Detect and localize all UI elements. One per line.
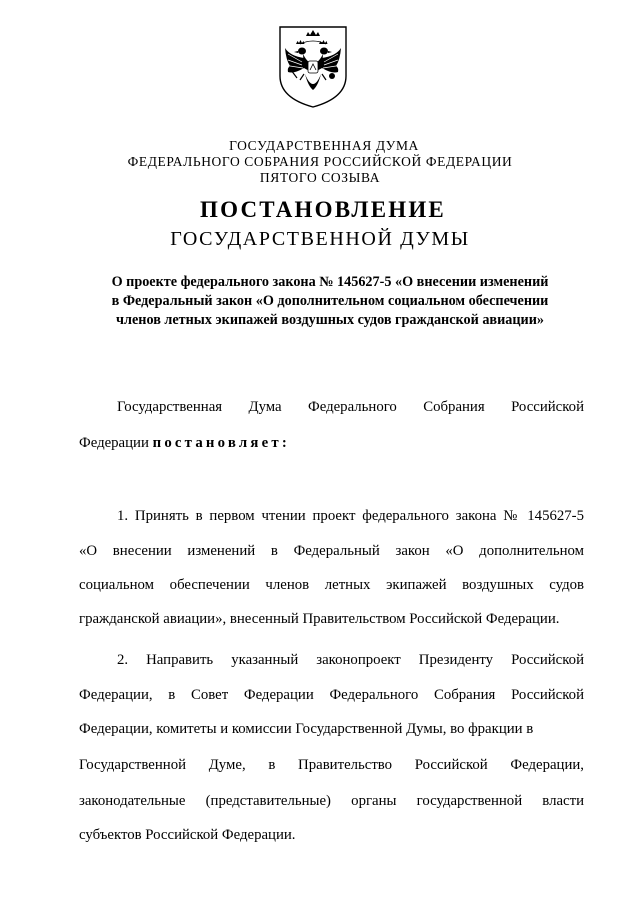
- item1-line-2: «О внесении изменений в Федеральный закон «О дополнительном: [79, 543, 584, 559]
- subject-line-1: О проекте федерального закона № 145627-5 «О внесении изменений: [111, 274, 549, 290]
- preamble-line-1: Государственная Дума Федерального Собрания Российской: [117, 399, 584, 415]
- state-emblem-icon: [276, 24, 350, 110]
- document-subtitle: ГОСУДАРСТВЕННОЙ ДУМЫ: [170, 228, 470, 250]
- resolves-word: постановляет:: [152, 435, 290, 451]
- item2-line-3: Федерации, комитеты и комиссии Государственной Думы, во фракции в: [79, 721, 534, 737]
- item2-line-5: законодательные (представительные) органы государственной власти: [79, 793, 584, 809]
- item2-line-1: 2. Направить указанный законопроект Президенту Российской: [117, 652, 584, 668]
- issuer-line-3: ПЯТОГО СОЗЫВА: [259, 170, 381, 185]
- issuer-header: [0, 138, 640, 186]
- item2-line-6: субъектов Российской Федерации.: [79, 827, 296, 843]
- preamble-line-2: [79, 434, 584, 452]
- item2-line-4: Государственной Думе, в Правительство Российской Федерации,: [79, 757, 584, 773]
- item1-line-3: социальном обеспечении членов летных экипажей воздушных судов: [79, 577, 584, 593]
- item2-line-2: Федерации, в Совет Федерации Федерального Собрания Российской: [79, 687, 584, 703]
- issuer-line-1: ГОСУДАРСТВЕННАЯ ДУМА: [229, 138, 419, 153]
- item1-line-4: гражданской авиации», внесенный Правительством Российской Федерации.: [79, 611, 560, 627]
- preamble-federation-word: Федерации: [79, 435, 153, 451]
- issuer-line-2: ФЕДЕРАЛЬНОГО СОБРАНИЯ РОССИЙСКОЙ ФЕДЕРАЦИИ: [127, 154, 513, 169]
- subject-line-3: членов летных экипажей воздушных судов гражданской авиации»: [116, 312, 544, 328]
- subject-line-2: в Федеральный закон «О дополнительном социальном обеспечении: [111, 293, 549, 309]
- document-title: ПОСТАНОВЛЕНИЕ: [200, 197, 446, 222]
- document-subject: [80, 273, 580, 330]
- item1-line-1: 1. Принять в первом чтении проект федерального закона № 145627-5: [117, 508, 584, 524]
